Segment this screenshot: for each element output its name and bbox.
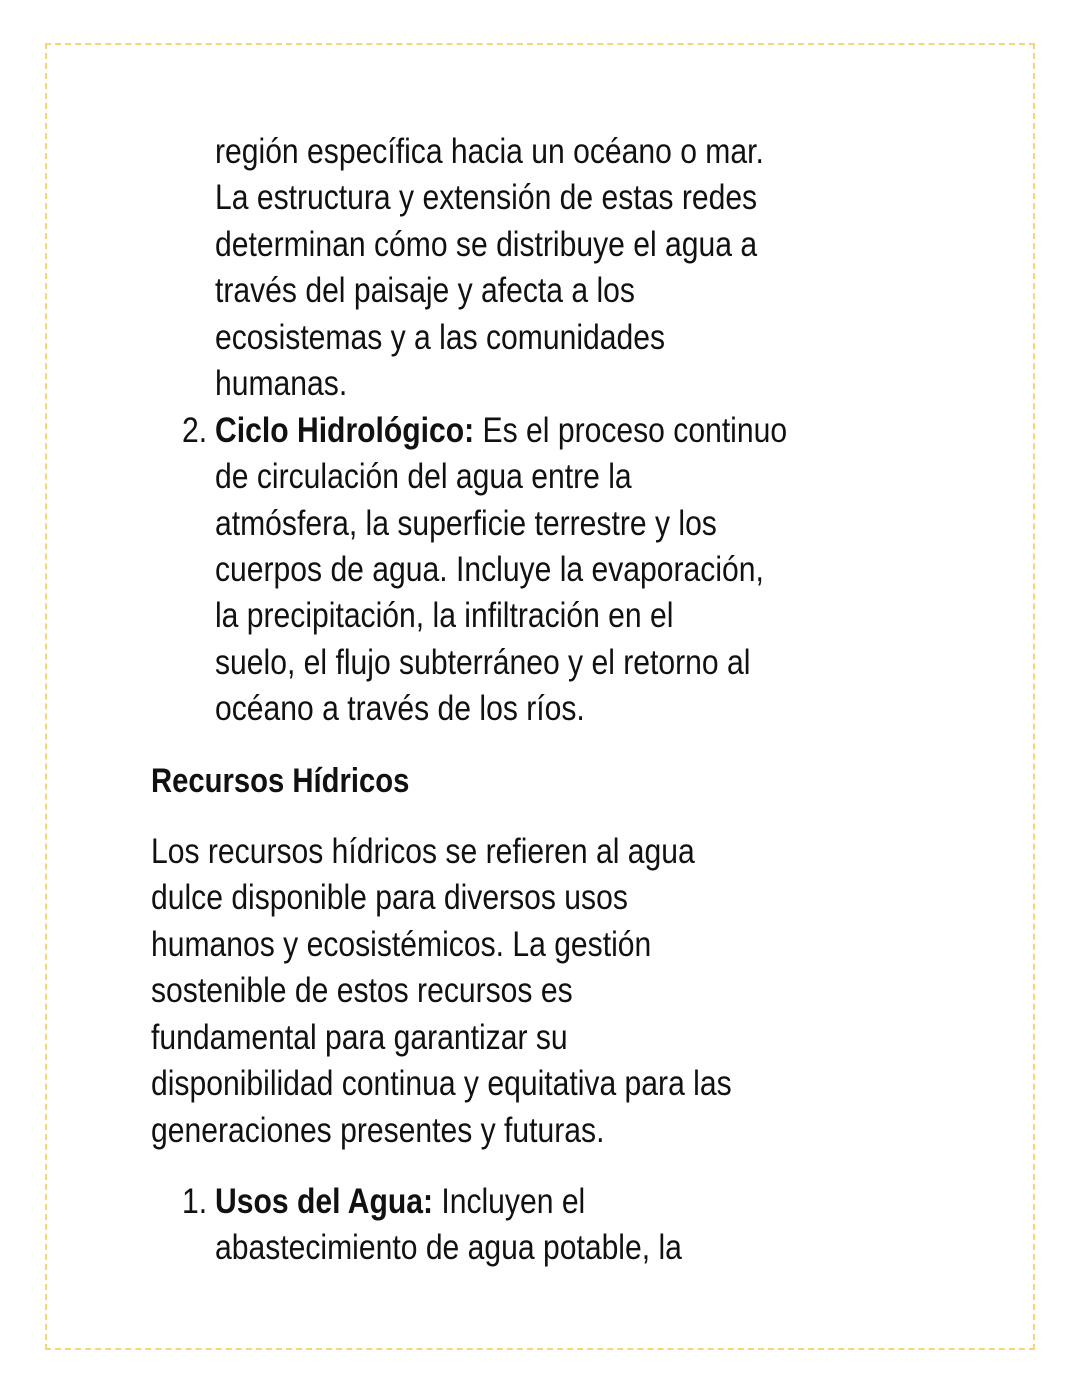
list-text: Incluyen el — [432, 1182, 586, 1221]
list-term: Usos del Agua: — [215, 1182, 433, 1221]
text-line: atmósfera, la superficie terrestre y los — [215, 504, 717, 543]
text-line: través del paisaje y afecta a los — [215, 271, 635, 310]
text-line: Los recursos hídricos se refieren al agua — [151, 832, 695, 871]
text-line: La estructura y extensión de estas redes — [215, 178, 758, 217]
section-heading: Recursos Hídricos — [151, 762, 410, 800]
list-number: 2. — [182, 411, 208, 450]
list-number: 1. — [182, 1182, 208, 1221]
text-line: de circulación del agua entre la — [215, 457, 632, 496]
list-term: Ciclo Hidrológico: — [215, 411, 475, 450]
text-line: océano a través de los ríos. — [215, 689, 585, 728]
text-line: determinan cómo se distribuye el agua a — [215, 225, 758, 264]
text-line: región específica hacia un océano o mar. — [215, 132, 764, 171]
text-line: dulce disponible para diversos usos — [151, 878, 628, 917]
text-line: fundamental para garantizar su — [151, 1018, 568, 1057]
text-line: ecosistemas y a las comunidades — [215, 318, 666, 357]
text-line — [215, 411, 787, 451]
text-line — [215, 1182, 585, 1222]
text-line: la precipitación, la infiltración en el — [215, 596, 674, 635]
text-line: sostenible de estos recursos es — [151, 971, 573, 1010]
text-line: abastecimiento de agua potable, la — [215, 1228, 682, 1267]
text-line: generaciones presentes y futuras. — [151, 1111, 605, 1150]
list-text: Es el proceso continuo — [474, 411, 788, 450]
text-line: disponibilidad continua y equitativa para las — [151, 1064, 732, 1103]
text-line: humanos y ecosistémicos. La gestión — [151, 925, 652, 964]
text-line: cuerpos de agua. Incluye la evaporación, — [215, 550, 764, 589]
text-line: suelo, el flujo subterráneo y el retorno al — [215, 643, 751, 682]
text-line: humanas. — [215, 364, 348, 403]
